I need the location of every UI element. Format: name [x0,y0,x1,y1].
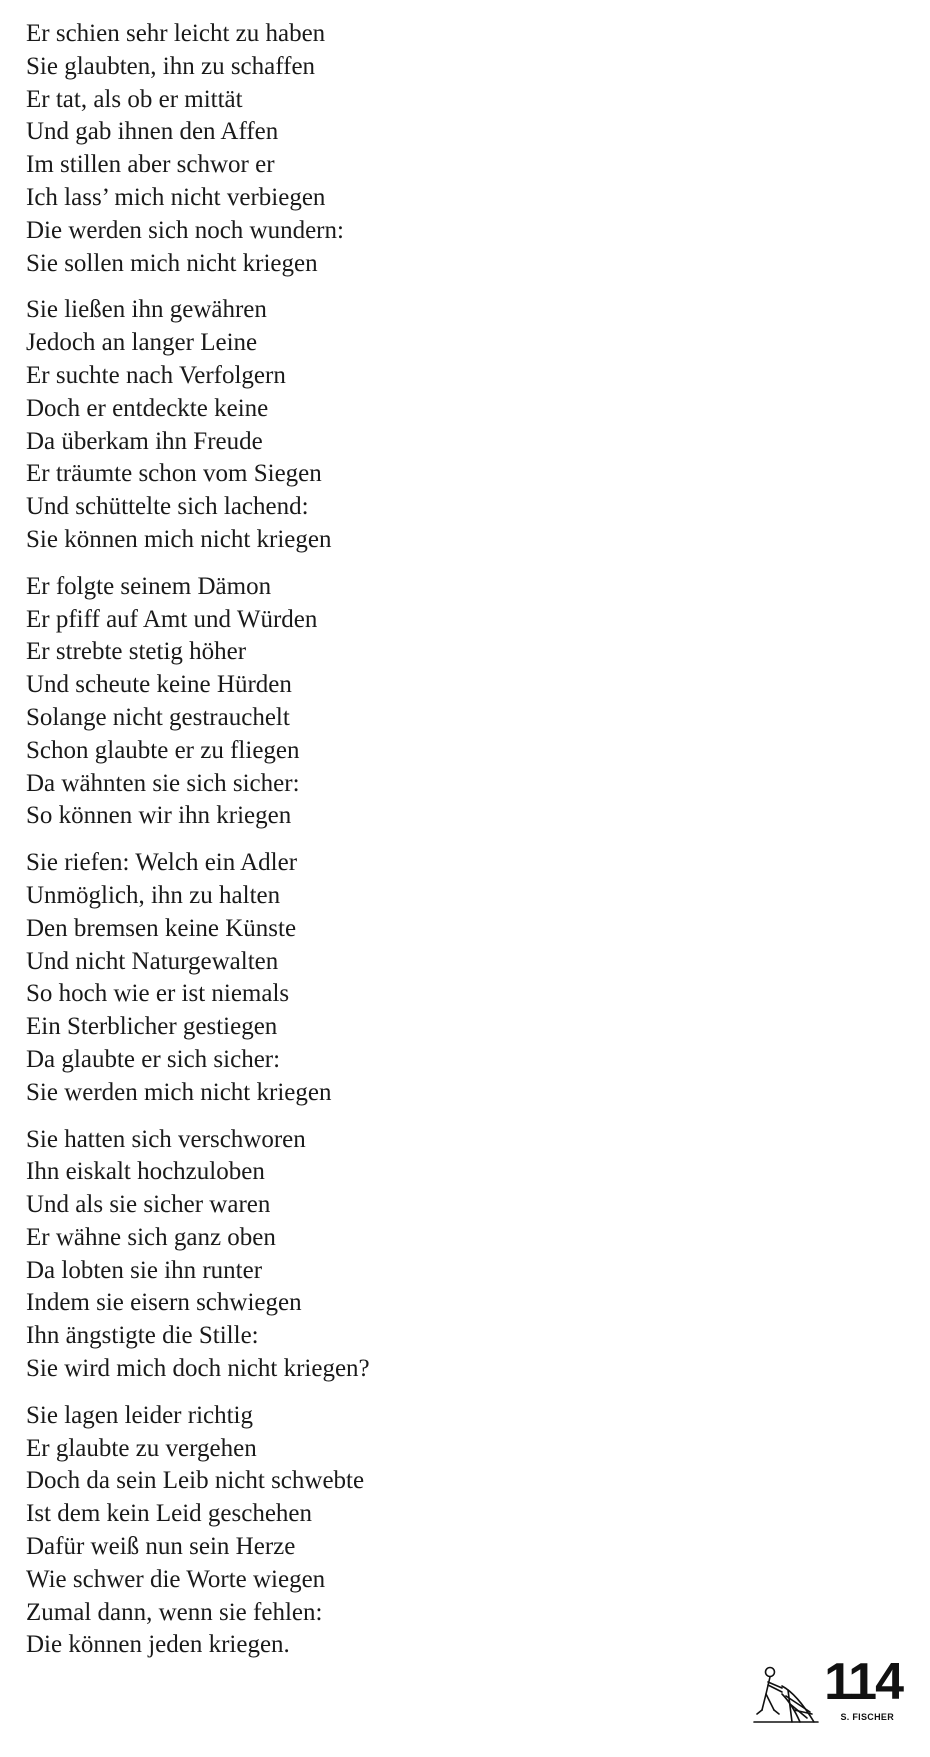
poem-line: Sie glaubten, ihn zu schaffen [26,52,316,80]
poem-line: Sie werden mich nicht kriegen [26,1078,332,1106]
stanza [26,1400,666,1662]
poem-line: Ihn eiskalt hochzuloben [26,1158,265,1186]
poem-line: Er strebte stetig höher [26,638,247,666]
poem-line: Er träumte schon vom Siegen [26,460,322,488]
stanza [26,1124,666,1386]
poem-line: Sie ließen ihn gewähren [26,296,267,324]
poem-line: Er wähne sich ganz oben [26,1223,276,1251]
poem-line: Dafür weiß nun sein Herze [26,1533,296,1561]
poem-line: Doch er entdeckte keine [26,394,269,422]
fisherman-logo-icon [752,1664,820,1726]
poem-line: Die können jeden kriegen. [26,1631,290,1659]
poem-line: Wie schwer die Worte wiegen [26,1565,326,1593]
poem-line: Und schüttelte sich lachend: [26,493,309,521]
poem-line: Da wähnten sie sich sicher: [26,769,300,797]
poem-line: Schon glaubte er zu fliegen [26,736,300,764]
page-number: 114 [824,1653,902,1711]
poem-line: So können wir ihn kriegen [26,802,292,830]
poem-line: Da glaubte er sich sicher: [26,1045,281,1073]
poem-line: Er glaubte zu vergehen [26,1434,257,1462]
poem-line: Er tat, als ob er mittät [26,85,243,113]
poem-line: Sie können mich nicht kriegen [26,525,332,553]
stanza [26,571,666,833]
poem-line: Er folgte seinem Dämon [26,572,272,600]
poem-line: Da lobten sie ihn runter [26,1256,263,1284]
poem-line: Er pfiff auf Amt und Würden [26,605,318,633]
poem-line: Indem sie eisern schwiegen [26,1289,302,1317]
poem-line: Und als sie sicher waren [26,1191,271,1219]
page-footer [752,1653,902,1726]
poem-line: Ich lass’ mich nicht verbiegen [26,183,326,211]
poem-line: Den bremsen keine Künste [26,914,297,942]
poem-line: Sie hatten sich verschworen [26,1125,306,1153]
poem-line: Im stillen aber schwor er [26,151,275,179]
poem [26,18,666,1676]
poem-line: Unmöglich, ihn zu halten [26,881,281,909]
poem-line: Sie lagen leider richtig [26,1401,254,1429]
poem-line: Ihn ängstigte die Stille: [26,1322,259,1350]
poem-line: Sie riefen: Welch ein Adler [26,849,298,877]
poem-line: Doch da sein Leib nicht schwebte [26,1467,365,1495]
poem-line: Und gab ihnen den Affen [26,118,279,146]
poem-line: So hoch wie er ist niemals [26,980,290,1008]
poem-line: Sie wird mich doch nicht kriegen? [26,1355,370,1383]
poem-line: Sie sollen mich nicht kriegen [26,249,318,277]
poem-line: Solange nicht gestrauchelt [26,703,290,731]
publisher-name: S. FISCHER [840,1712,894,1722]
poem-line: Ein Sterblicher gestiegen [26,1013,278,1041]
poem-line: Ist dem kein Leid geschehen [26,1500,313,1528]
poem-line: Und scheute keine Hürden [26,671,292,699]
poem-line: Die werden sich noch wundern: [26,216,344,244]
poem-line: Er schien sehr leicht zu haben [26,20,326,47]
stanza [26,847,666,1109]
poem-line: Da überkam ihn Freude [26,427,263,455]
stanza [26,294,666,556]
poem-line: Er suchte nach Verfolgern [26,361,286,389]
poem-line: Jedoch an langer Leine [26,329,258,357]
poem-line: Zumal dann, wenn sie fehlen: [26,1598,323,1626]
poem-line: Und nicht Naturgewalten [26,947,279,975]
stanza [26,18,666,280]
